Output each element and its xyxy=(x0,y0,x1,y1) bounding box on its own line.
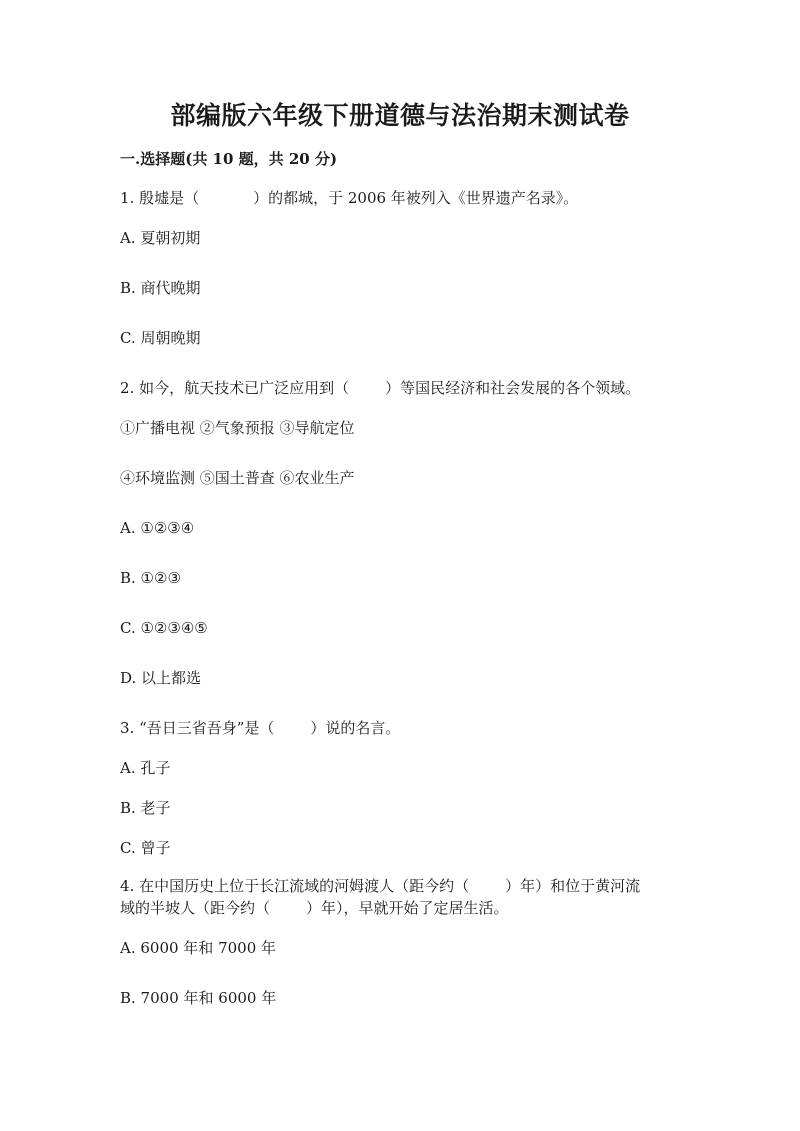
question-4-stem-part-3: 域的半坡人（距今约（ xyxy=(120,899,271,917)
question-3-option-c: C. 曾子 xyxy=(120,839,171,857)
question-1-stem xyxy=(120,188,578,208)
question-3-option-a: A. 孔子 xyxy=(120,759,171,777)
question-1-option-b: B. 商代晚期 xyxy=(120,279,201,297)
question-1-option-a: A. 夏朝初期 xyxy=(120,229,201,247)
question-4-stem-part-1: 4. 在中国历史上位于长江流域的河姆渡人（距今约（ xyxy=(120,877,470,895)
question-4-stem-part-2: ）年）和位于黄河流 xyxy=(505,877,641,895)
question-4-option-a: A. 6000 年和 7000 年 xyxy=(120,939,277,957)
question-1-stem-start: 1. 殷墟是（ xyxy=(120,189,200,207)
question-2-option-c: C. ①②③④⑤ xyxy=(120,619,208,637)
question-2-option-d: D. 以上都选 xyxy=(120,669,202,687)
question-3-stem xyxy=(120,718,400,738)
question-2-stem-start: 2. 如今，航天技术已广泛应用到（ xyxy=(120,379,350,397)
question-4-stem-line-2 xyxy=(120,898,509,918)
question-3-stem-start: 3. “吾日三省吾身”是（ xyxy=(120,719,275,737)
question-4-option-b: B. 7000 年和 6000 年 xyxy=(120,989,277,1007)
question-2-option-b: B. ①②③ xyxy=(120,569,181,587)
question-4-stem-line-1 xyxy=(120,876,640,896)
question-4-stem-part-4: ）年），早就开始了定居生活。 xyxy=(306,899,509,917)
question-2-option-a: A. ①②③④ xyxy=(120,519,195,537)
question-3-option-b: B. 老子 xyxy=(120,799,171,817)
question-3-stem-end: ）说的名言。 xyxy=(310,719,401,737)
section-heading: 一.选择题(共 10 题，共 20 分) xyxy=(120,150,338,168)
question-2-item-line-2: ④环境监测 ⑤国土普查 ⑥农业生产 xyxy=(120,469,355,487)
question-2-stem-end: ）等国民经济和社会发展的各个领域。 xyxy=(385,379,641,397)
question-2-stem xyxy=(120,378,640,398)
question-1-option-c: C. 周朝晚期 xyxy=(120,329,201,347)
question-1-stem-end: ）的都城，于 2006 年被列入《世界遗产名录》。 xyxy=(253,189,579,207)
question-2-item-line-1: ①广播电视 ②气象预报 ③导航定位 xyxy=(120,419,355,437)
exam-title: 部编版六年级下册道德与法治期末测试卷 xyxy=(170,101,630,130)
